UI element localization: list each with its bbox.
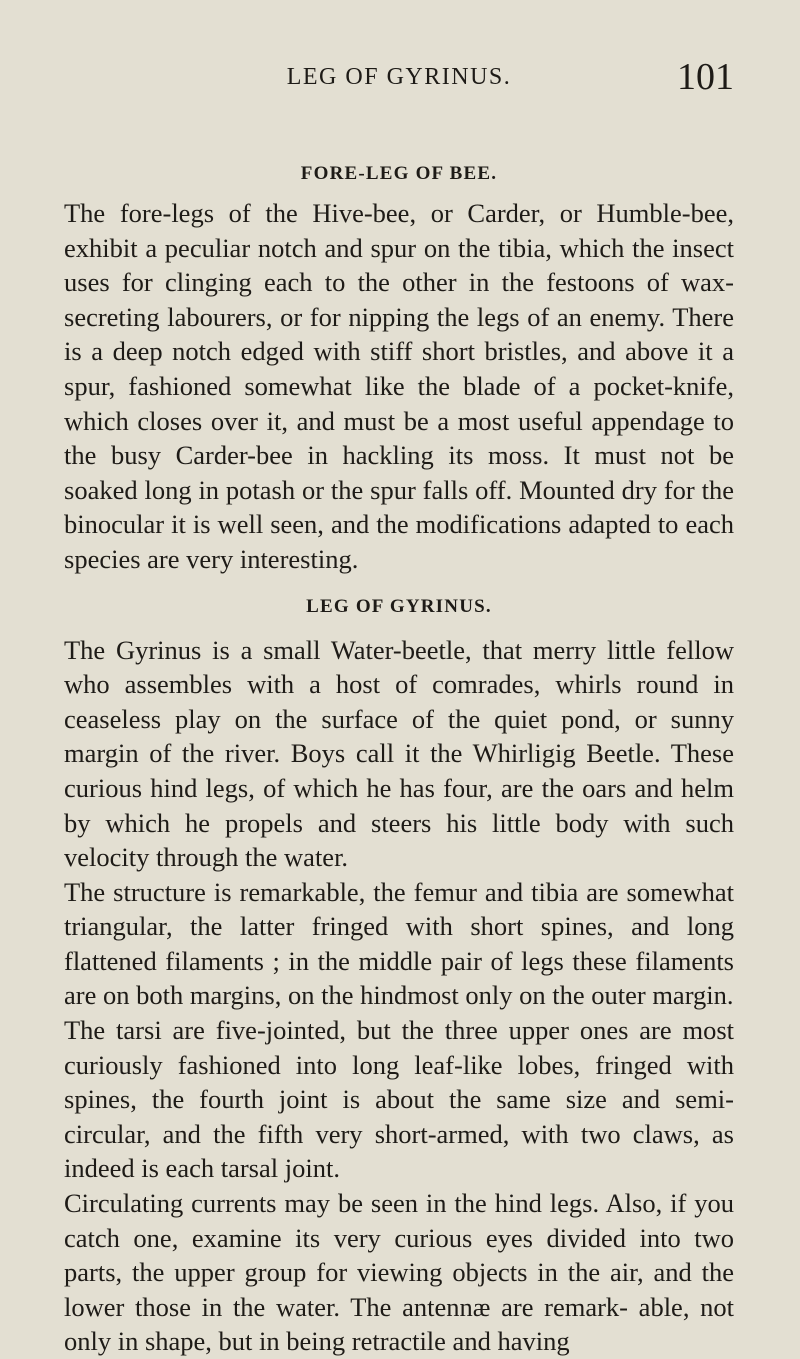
section-leg-of-gyrinus <box>64 587 734 1359</box>
section-heading: FORE-LEG OF BEE. <box>300 163 498 184</box>
section-heading-wrap <box>64 587 734 627</box>
running-head <box>64 58 734 118</box>
section-heading-wrap <box>64 154 734 194</box>
paragraph: Circulating currents may be seen in the hind legs. Also, if you catch one, examine its very curious eyes divided into two parts, the upper group for viewing objects in the air, and the lower those in the water. The antennæ are remark- able, not only in shape, but in being retractile and having <box>64 1188 734 1357</box>
page-content <box>64 150 734 1359</box>
section-fore-leg-of-bee <box>64 154 734 577</box>
section-heading: LEG OF GYRINUS. <box>306 595 492 617</box>
paragraph: The fore-legs of the Hive-bee, or Carder, or Humble-bee, exhibit a peculiar notch and spur on the tibia, which the insect uses for clinging each to the other in the festoons of wax-secreting labourers, or for nipping the legs of an enemy. There is a deep notch edged with stiff short bristles, and above it a spur, fashioned somewhat like the blade of a pocket-knife, which closes over it, and must be a most useful appendage to the busy Carder-bee in hackling its moss. It must not be soaked long in potash or the spur falls off. Mounted dry for the binocular it is well seen, and the modifications adapted to each species are very interesting. <box>64 198 734 574</box>
paragraph: The structure is remarkable, the femur and tibia are somewhat triangular, the latter fringed with short spines, and long flattened filaments ; in the middle pair of legs these filaments are on both margins, on the hindmost only on the outer margin. <box>64 876 734 1011</box>
running-title: LEG OF GYRINUS. <box>286 64 512 90</box>
paragraph: The tarsi are five-jointed, but the three upper ones are most curiously fashioned into long leaf-like lobes, fringed with spines, the fourth joint is about the same size and semi-circular, and the fifth very short-armed, with two claws, as indeed is each tarsal joint. <box>64 1015 734 1184</box>
paragraph: The Gyrinus is a small Water-beetle, that merry little fellow who assembles with a host of comrades, whirls round in ceaseless play on the surface of the quiet pond, or sunny margin of the river. Boys call it the Whirligig Beetle. These curious hind legs, of which he has four, are the oars and helm by which he propels and steers his little body with such velocity through the water. <box>64 634 734 873</box>
page-number: 101 <box>677 56 734 98</box>
